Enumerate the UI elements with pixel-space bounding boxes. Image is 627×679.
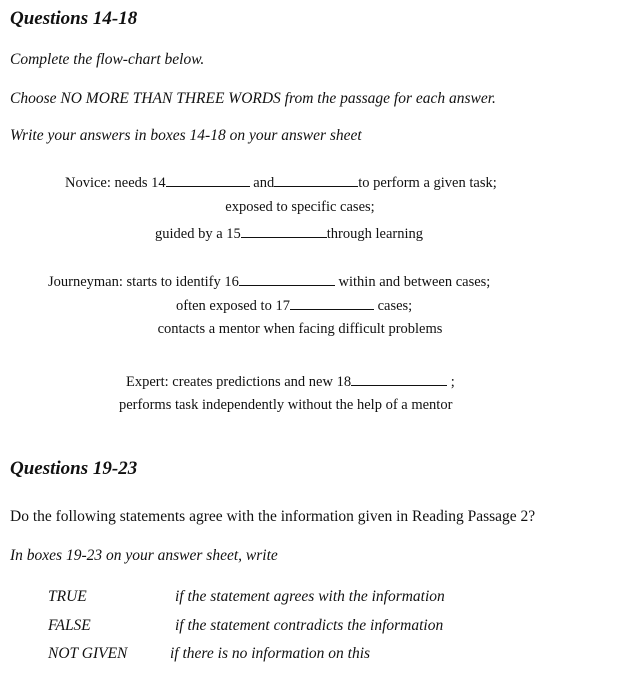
instruction-agree: Do the following statements agree with the information given in Reading Passage 2? [10,508,536,525]
flow-expert-line2: performs task independently without the help of a mentor [119,397,453,413]
expert-label: Expert: creates predictions and new 18 [126,374,352,390]
section-heading-19-23: Questions 19-23 [10,458,138,479]
instruction-word-limit: Choose NO MORE THAN THREE WORDS from the passage for each answer. [10,90,496,107]
novice-through: through learning [326,226,424,242]
answer-blank-17[interactable] [290,296,374,310]
instruction-write: In boxes 19-23 on your answer sheet, write [10,547,278,564]
flow-novice-line2: exposed to specific cases; [225,199,375,215]
option-key-not-given: NOT GIVEN [48,645,128,662]
answer-blank-18[interactable] [351,372,447,386]
flow-journeyman-line3: contacts a mentor when facing difficult problems [157,321,443,337]
option-desc-true: if the statement agrees with the information [175,588,445,605]
option-key-true: TRUE [48,588,87,605]
answer-blank-15[interactable] [241,224,327,238]
flow-journeyman-line2 [176,296,412,315]
option-desc-not-given: if there is no information on this [170,645,371,662]
option-desc-false: if the statement contradicts the information [175,617,444,634]
journeyman-within: within and between cases; [338,274,491,290]
novice-task: to perform a given task; [358,175,497,191]
answer-blank-14b[interactable] [274,173,358,187]
novice-label: Novice: needs 14 [65,175,166,191]
flow-journeyman-line1 [48,272,490,291]
answer-blank-14a[interactable] [166,173,250,187]
expert-semicolon: ; [450,374,455,390]
journeyman-label: Journeyman: starts to identify 16 [48,274,239,290]
instruction-answer-boxes: Write your answers in boxes 14-18 on your answer sheet [10,127,362,144]
option-key-false: FALSE [48,617,91,634]
journeyman-cases: cases; [377,298,413,314]
flow-novice-line3 [155,224,423,243]
novice-guided: guided by a 15 [155,226,241,242]
instruction-complete: Complete the flow-chart below. [10,51,205,68]
flow-novice-line1 [65,173,497,192]
answer-blank-16[interactable] [239,272,335,286]
flow-expert-line1 [126,372,455,391]
section-heading-14-18: Questions 14-18 [10,8,138,29]
novice-and: and [253,175,275,191]
journeyman-exposed: often exposed to 17 [176,298,290,314]
